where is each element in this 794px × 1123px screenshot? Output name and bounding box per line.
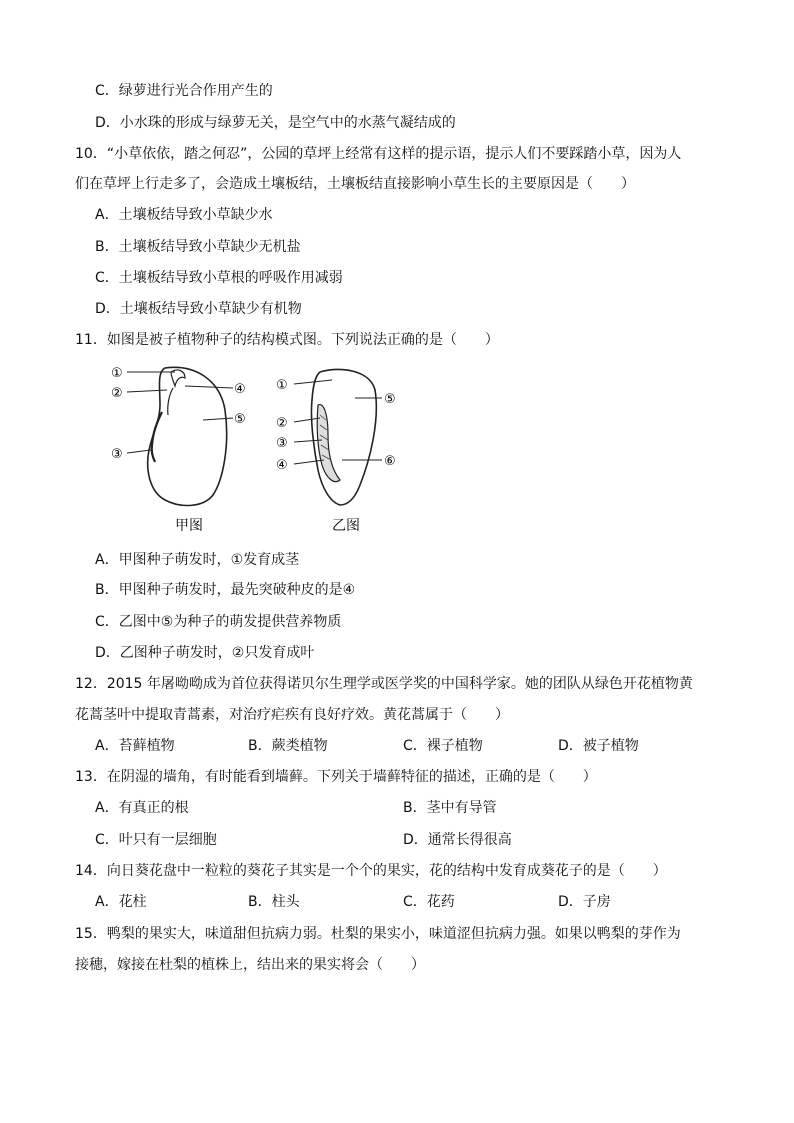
q11-option-a: A．甲图种子萌发时，①发育成茎	[95, 552, 300, 568]
fig-a-label-4: ④	[234, 382, 246, 397]
q13-option-d: D．通常长得很高	[403, 832, 512, 848]
fig-b-label-3: ③	[276, 436, 288, 451]
q9-option-d: D．小水珠的形成与绿萝无关，是空气中的水蒸气凝结成的	[95, 115, 456, 131]
fig-b-label-5: ⑤	[384, 392, 396, 407]
fig-a-label-5: ⑤	[234, 412, 246, 427]
fig-b-label-2: ②	[276, 416, 288, 431]
q15-stem-line2: 接穗，嫁接在杜梨的植株上，结出来的果实将会（ ）	[75, 957, 425, 973]
q14-option-d: D．子房	[558, 894, 611, 910]
q13-option-c: C．叶只有一层细胞	[95, 832, 217, 848]
q11-stem: 11．如图是被子植物种子的结构模式图。下列说法正确的是（ ）	[75, 332, 499, 348]
q10-stem-line2: 们在草坪上行走多了，会造成土壤板结，土壤板结直接影响小草生长的主要原因是（ ）	[75, 176, 635, 192]
q11-option-d: D．乙图种子萌发时，②只发育成叶	[95, 645, 315, 661]
q10-option-d: D．土壤板结导致小草缺少有机物	[95, 301, 302, 317]
q11-option-c: C．乙图中⑤为种子的萌发提供营养物质	[95, 614, 342, 630]
q14-option-c: C．花药	[403, 894, 455, 910]
q15-stem-line1: 15．鸭梨的果实大，味道甜但抗病力弱。杜梨的果实小，味道涩但抗病力强。如果以鸭梨的芽作为	[75, 926, 681, 942]
q12-option-a: A．苔藓植物	[95, 738, 175, 754]
fig-b-label-1: ①	[276, 378, 288, 393]
fig-b-label-4: ④	[276, 458, 288, 473]
q10-stem-line1: 10．“小草依依，踏之何忍”，公园的草坪上经常有这样的提示语，提示人们不要踩踏小草，因为人	[75, 146, 682, 162]
q13-option-b: B．茎中有导管	[403, 800, 497, 816]
seed-figure-a	[105, 360, 265, 540]
q10-option-b: B．土壤板结导致小草缺少无机盐	[95, 239, 301, 255]
q13-stem: 13．在阴湿的墙角，有时能看到墙藓。下列关于墙藓特征的描述，正确的是（ ）	[75, 769, 597, 785]
fig-b-label-6: ⑥	[384, 454, 396, 469]
q12-stem-line1: 12．2015 年屠呦呦成为首位获得诺贝尔生理学或医学奖的中国科学家。她的团队从绿色开花植物黄	[75, 676, 693, 692]
q14-stem: 14．向日葵花盘中一粒粒的葵花子其实是一个个的果实，花的结构中发育成葵花子的是（ ）	[75, 863, 667, 879]
q12-option-b: B．蕨类植物	[248, 738, 328, 754]
q14-option-a: A．花柱	[95, 894, 147, 910]
q11-option-b: B．甲图种子萌发时，最先突破种皮的是④	[95, 582, 356, 598]
fig-a-caption: 甲图	[175, 518, 203, 534]
fig-a-label-1: ①	[111, 366, 123, 381]
fig-b-caption: 乙图	[332, 518, 360, 534]
q9-option-c: C．绿萝进行光合作用产生的	[95, 83, 273, 99]
q12-option-c: C．裸子植物	[403, 738, 483, 754]
q13-option-a: A．有真正的根	[95, 800, 189, 816]
seed-figure-b	[270, 360, 420, 540]
q14-option-b: B．柱头	[248, 894, 300, 910]
q10-option-a: A．土壤板结导致小草缺少水	[95, 207, 273, 223]
fig-a-label-2: ②	[111, 386, 123, 401]
q12-option-d: D．被子植物	[558, 738, 639, 754]
q12-stem-line2: 花蒿茎叶中提取青蒿素，对治疗疟疾有良好疗效。黄花蒿属于（ ）	[75, 707, 509, 723]
fig-a-label-3: ③	[111, 447, 123, 462]
q10-option-c: C．土壤板结导致小草根的呼吸作用减弱	[95, 270, 343, 286]
